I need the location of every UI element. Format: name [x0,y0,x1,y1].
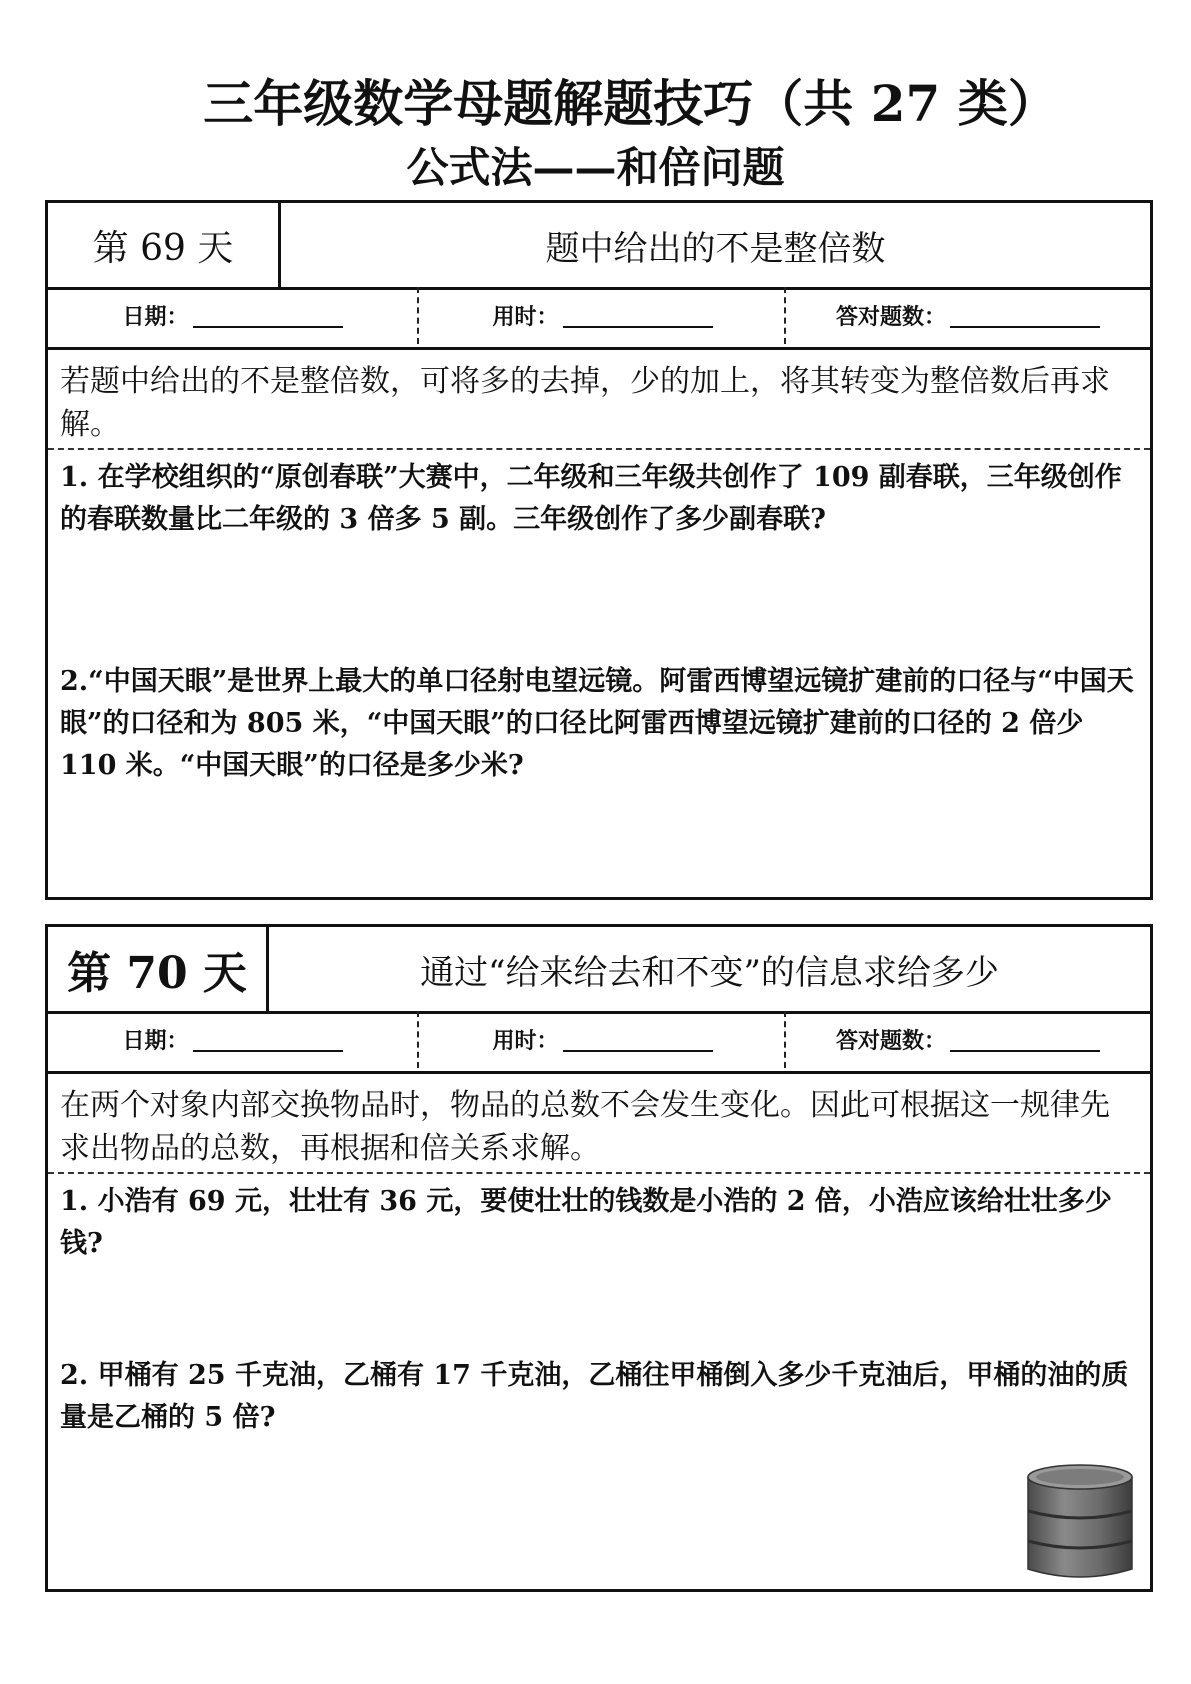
correct-count-cell [784,1011,1150,1068]
day-header [48,203,1150,290]
meta-row [48,1011,1150,1074]
page-subtitle: 公式法——和倍问题 [406,143,785,192]
question-2: 2.“中国天眼”是世界上最大的单口径射电望远镜。阿雷西博望远镜扩建前的口径与“中国天眼”的口径和为 805 米，“中国天眼”的口径比阿雷西博望远镜扩建前的口径的 2 倍少 110 米。“中国天眼”的口径是多少米? [60,666,1134,781]
date-cell [48,1011,417,1068]
day-header [48,927,1150,1014]
date-label: 日期： [122,305,189,330]
time-label: 用时： [492,305,559,330]
time-blank[interactable] [563,304,713,328]
time-label: 用时： [492,1029,559,1054]
correct-count-label: 答对题数： [835,1029,946,1054]
oil-barrel-icon [1020,1461,1140,1583]
day-70-card [45,924,1153,1592]
day-69-card [45,200,1153,900]
question-1: 1. 在学校组织的“原创春联”大赛中，二年级和三年级共创作了 109 副春联，三年级创作的春联数量比二年级的 3 倍多 5 副。三年级创作了多少副春联? [60,462,1122,535]
correct-count-blank[interactable] [950,304,1100,328]
question-2: 2. 甲桶有 25 千克油，乙桶有 17 千克油，乙桶往甲桶倒入多少千克油后，甲桶的油的质量是乙桶的 5 倍? [60,1360,1129,1433]
day-topic: 通过“给来给去和不变”的信息求给多少 [420,952,999,993]
time-cell [417,287,786,344]
correct-count-cell [784,287,1150,344]
day-topic: 题中给出的不是整倍数 [545,228,886,269]
page-title: 三年级数学母题解题技巧（共 27 类） [203,74,1058,133]
date-blank[interactable] [193,304,343,328]
method-intro: 若题中给出的不是整倍数，可将多的去掉，少的加上，将其转变为整倍数后再求解。 [48,350,1150,450]
date-cell [48,287,417,344]
date-blank[interactable] [193,1028,343,1052]
meta-row [48,287,1150,350]
day-label: 第 70 天 [48,927,269,1011]
time-blank[interactable] [563,1028,713,1052]
method-intro: 在两个对象内部交换物品时，物品的总数不会发生变化。因此可根据这一规律先求出物品的总数，再根据和倍关系求解。 [48,1074,1150,1174]
day-label: 第 69 天 [48,203,281,287]
correct-count-blank[interactable] [950,1028,1100,1052]
correct-count-label: 答对题数： [835,305,946,330]
date-label: 日期： [122,1029,189,1054]
question-1: 1. 小浩有 69 元，壮壮有 36 元，要使壮壮的钱数是小浩的 2 倍，小浩应该给壮壮多少钱? [60,1186,1112,1259]
time-cell [417,1011,786,1068]
